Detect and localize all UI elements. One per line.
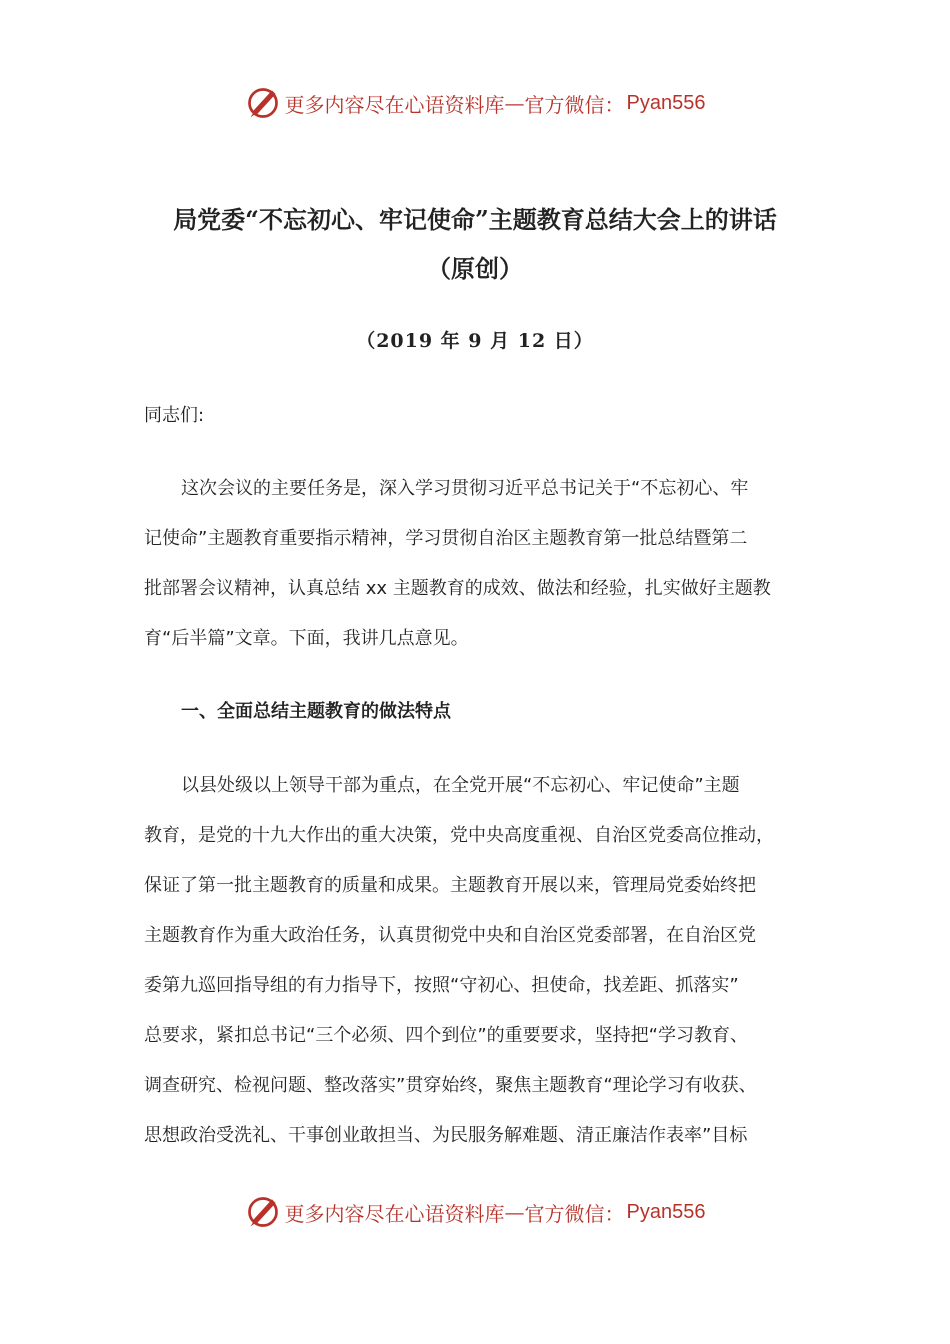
paragraph-2 xyxy=(144,761,814,1161)
paragraph-line: 思想政治受洗礼、干事创业敢担当、为民服务解难题、清正廉洁作表率”目标 xyxy=(144,1125,748,1146)
banner-separator: — xyxy=(504,1200,525,1224)
banner-separator: — xyxy=(504,91,525,115)
banner-wechat-id: Pyan556 xyxy=(626,1200,706,1223)
paragraph-line: 总要求，紧扣总书记“三个必须、四个到位”的重要要求，坚持把“学习教育、 xyxy=(144,1025,748,1046)
document-date: （2019 年 9 月 12 日） xyxy=(356,330,594,352)
paragraph-line: 保证了第一批主题教育的质量和成果。主题教育开展以来，管理局党委始终把 xyxy=(144,875,756,896)
section-heading-text: 一、全面总结主题教育的做法特点 xyxy=(181,701,451,722)
pen-nib-logo-icon xyxy=(245,85,281,121)
salutation-text: 同志们: xyxy=(144,405,205,426)
paragraph-line: 记使命”主题教育重要指示精神，学习贯彻自治区主题教育第一批总结暨第二 xyxy=(144,528,748,549)
document-title-subtitle: （原创） xyxy=(427,254,523,283)
footer-watermark-banner xyxy=(0,1192,950,1232)
paragraph-line: 委第九巡回指导组的有力指导下，按照“守初心、担使命，找差距、抓落实” xyxy=(144,975,739,996)
paragraph-1 xyxy=(144,464,814,664)
paragraph-line: 教育，是党的十九大作出的重大决策，党中央高度重视、自治区党委高位推动， xyxy=(144,825,774,846)
paragraph-line: 这次会议的主要任务是，深入学习贯彻习近平总书记关于“不忘初心、牢 xyxy=(181,478,749,499)
banner-wechat-label: 官方微信： xyxy=(524,1201,625,1226)
banner-wechat-id: Pyan556 xyxy=(626,91,706,114)
paragraph-line: 主题教育作为重大政治任务，认真贯彻党中央和自治区党委部署，在自治区党 xyxy=(144,925,756,946)
paragraph-line: 以县处级以上领导干部为重点，在全党开展“不忘初心、牢记使命”主题 xyxy=(181,775,740,796)
section-heading-1 xyxy=(144,687,814,737)
header-watermark-banner xyxy=(0,83,950,123)
banner-wechat-label: 官方微信： xyxy=(524,92,625,117)
paragraph-line: 批部署会议精神，认真总结 xx 主题教育的成效、做法和经验，扎实做好主题教 xyxy=(144,578,771,599)
banner-text: 更多内容尽在心语资料库 xyxy=(284,92,505,117)
paragraph-line: 调查研究、检视问题、整改落实”贯穿始终，聚焦主题教育“理论学习有收获、 xyxy=(144,1075,757,1096)
banner-text: 更多内容尽在心语资料库 xyxy=(284,1201,505,1226)
paragraph-line: 育“后半篇”文章。下面，我讲几点意见。 xyxy=(144,628,469,649)
salutation xyxy=(144,391,814,441)
pen-nib-logo-icon xyxy=(245,1194,281,1230)
document-title: 局党委“不忘初心、牢记使命”主题教育总结大会上的讲话 xyxy=(173,205,777,234)
